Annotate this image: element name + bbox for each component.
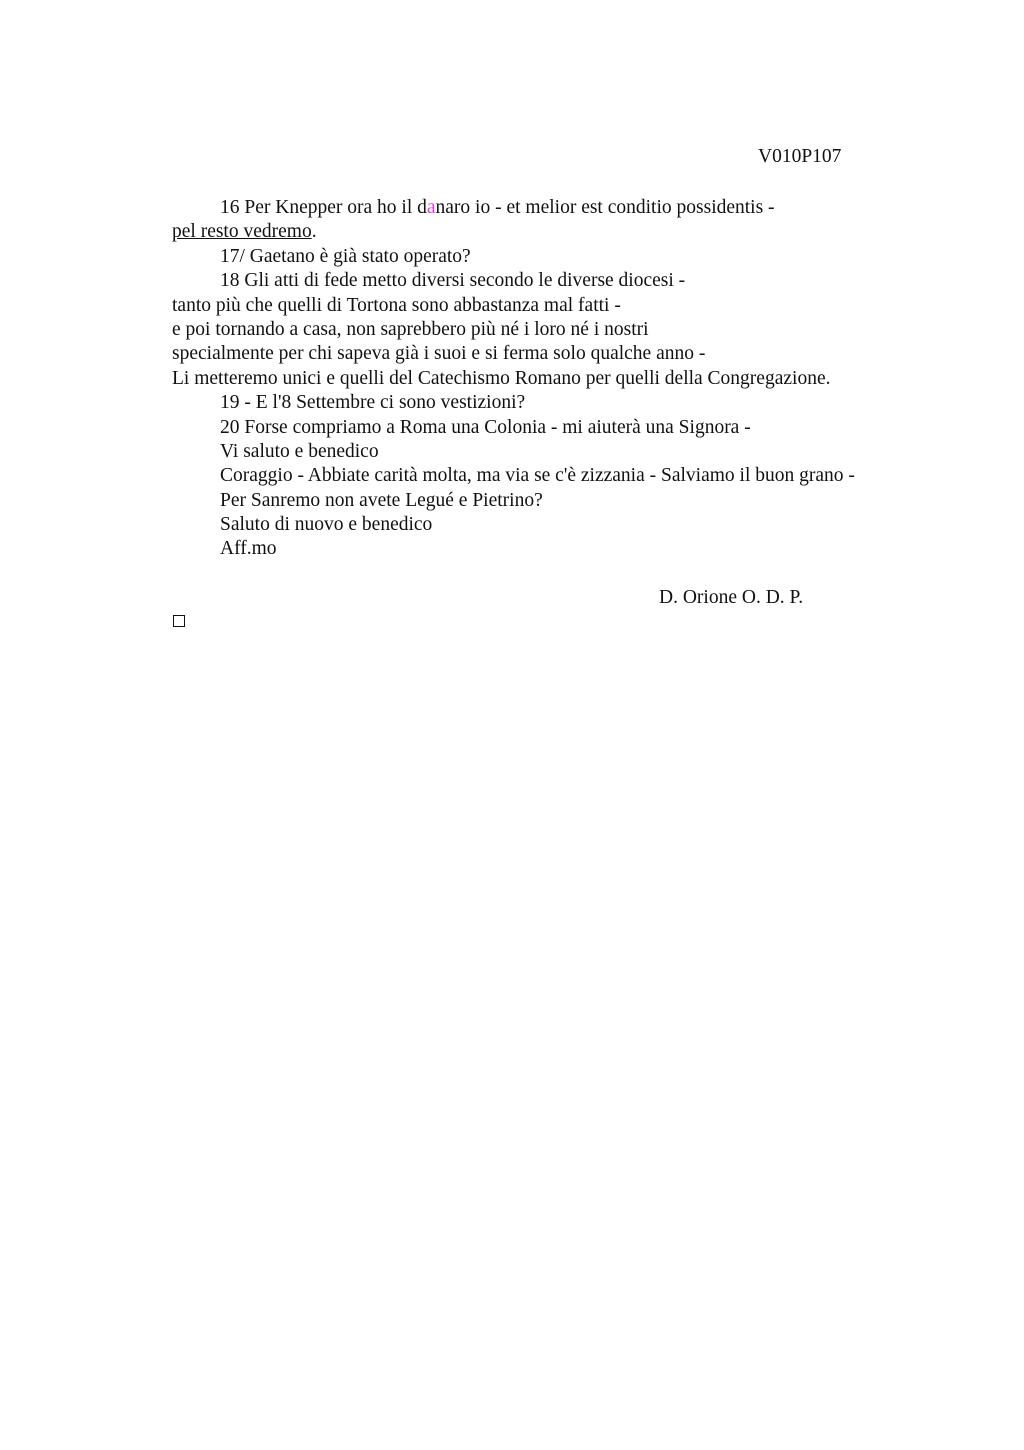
- line-18-2: tanto più che quelli di Tortona sono abbastanza mal fatti -: [172, 294, 621, 316]
- line-20: 20 Forse compriamo a Roma una Colonia - mi aiuterà una Signora -: [220, 416, 751, 438]
- line-18-3: e poi tornando a casa, non saprebbero più né i loro né i nostri: [172, 318, 649, 340]
- line-19: 19 - E l'8 Settembre ci sono vestizioni?: [220, 392, 526, 414]
- second-greeting-line: Saluto di nuovo e benedico: [220, 514, 433, 536]
- sanremo-line: Per Sanremo non avete Legué e Pietrino?: [220, 489, 543, 511]
- letter-body: [172, 196, 932, 562]
- line-16-part-a: 16 Per Knepper ora ho il d: [220, 197, 427, 218]
- greeting-line: Vi saluto e benedico: [220, 440, 379, 462]
- underlined-phrase: pel resto vedremo: [172, 221, 312, 243]
- line-17: 17/ Gaetano è già stato operato?: [220, 245, 471, 267]
- page-id: V010P107: [758, 146, 842, 167]
- line-16-part-b: naro io - et melior est conditio possidentis -: [435, 197, 775, 218]
- checkbox-square-icon: [173, 615, 185, 627]
- line-18-5: Li metteremo unici e quelli del Catechismo Romano per quelli della Congregazione.: [172, 367, 831, 389]
- signature: D. Orione O. D. P.: [659, 587, 804, 608]
- highlighted-letter: a: [426, 197, 436, 218]
- line-18: 18 Gli atti di fede metto diversi secondo le diverse diocesi -: [220, 270, 686, 292]
- line-16: [172, 196, 932, 220]
- courage-line: Coraggio - Abbiate carità molta, ma via se c'è zizzania - Salviamo il buon grano -: [220, 465, 855, 487]
- line-16-continuation-tail: .: [311, 221, 317, 243]
- line-18-4: specialmente per chi sapeva già i suoi e si ferma solo qualche anno -: [172, 343, 706, 365]
- closing-line: Aff.mo: [220, 538, 277, 560]
- line-16-continuation: [172, 220, 932, 244]
